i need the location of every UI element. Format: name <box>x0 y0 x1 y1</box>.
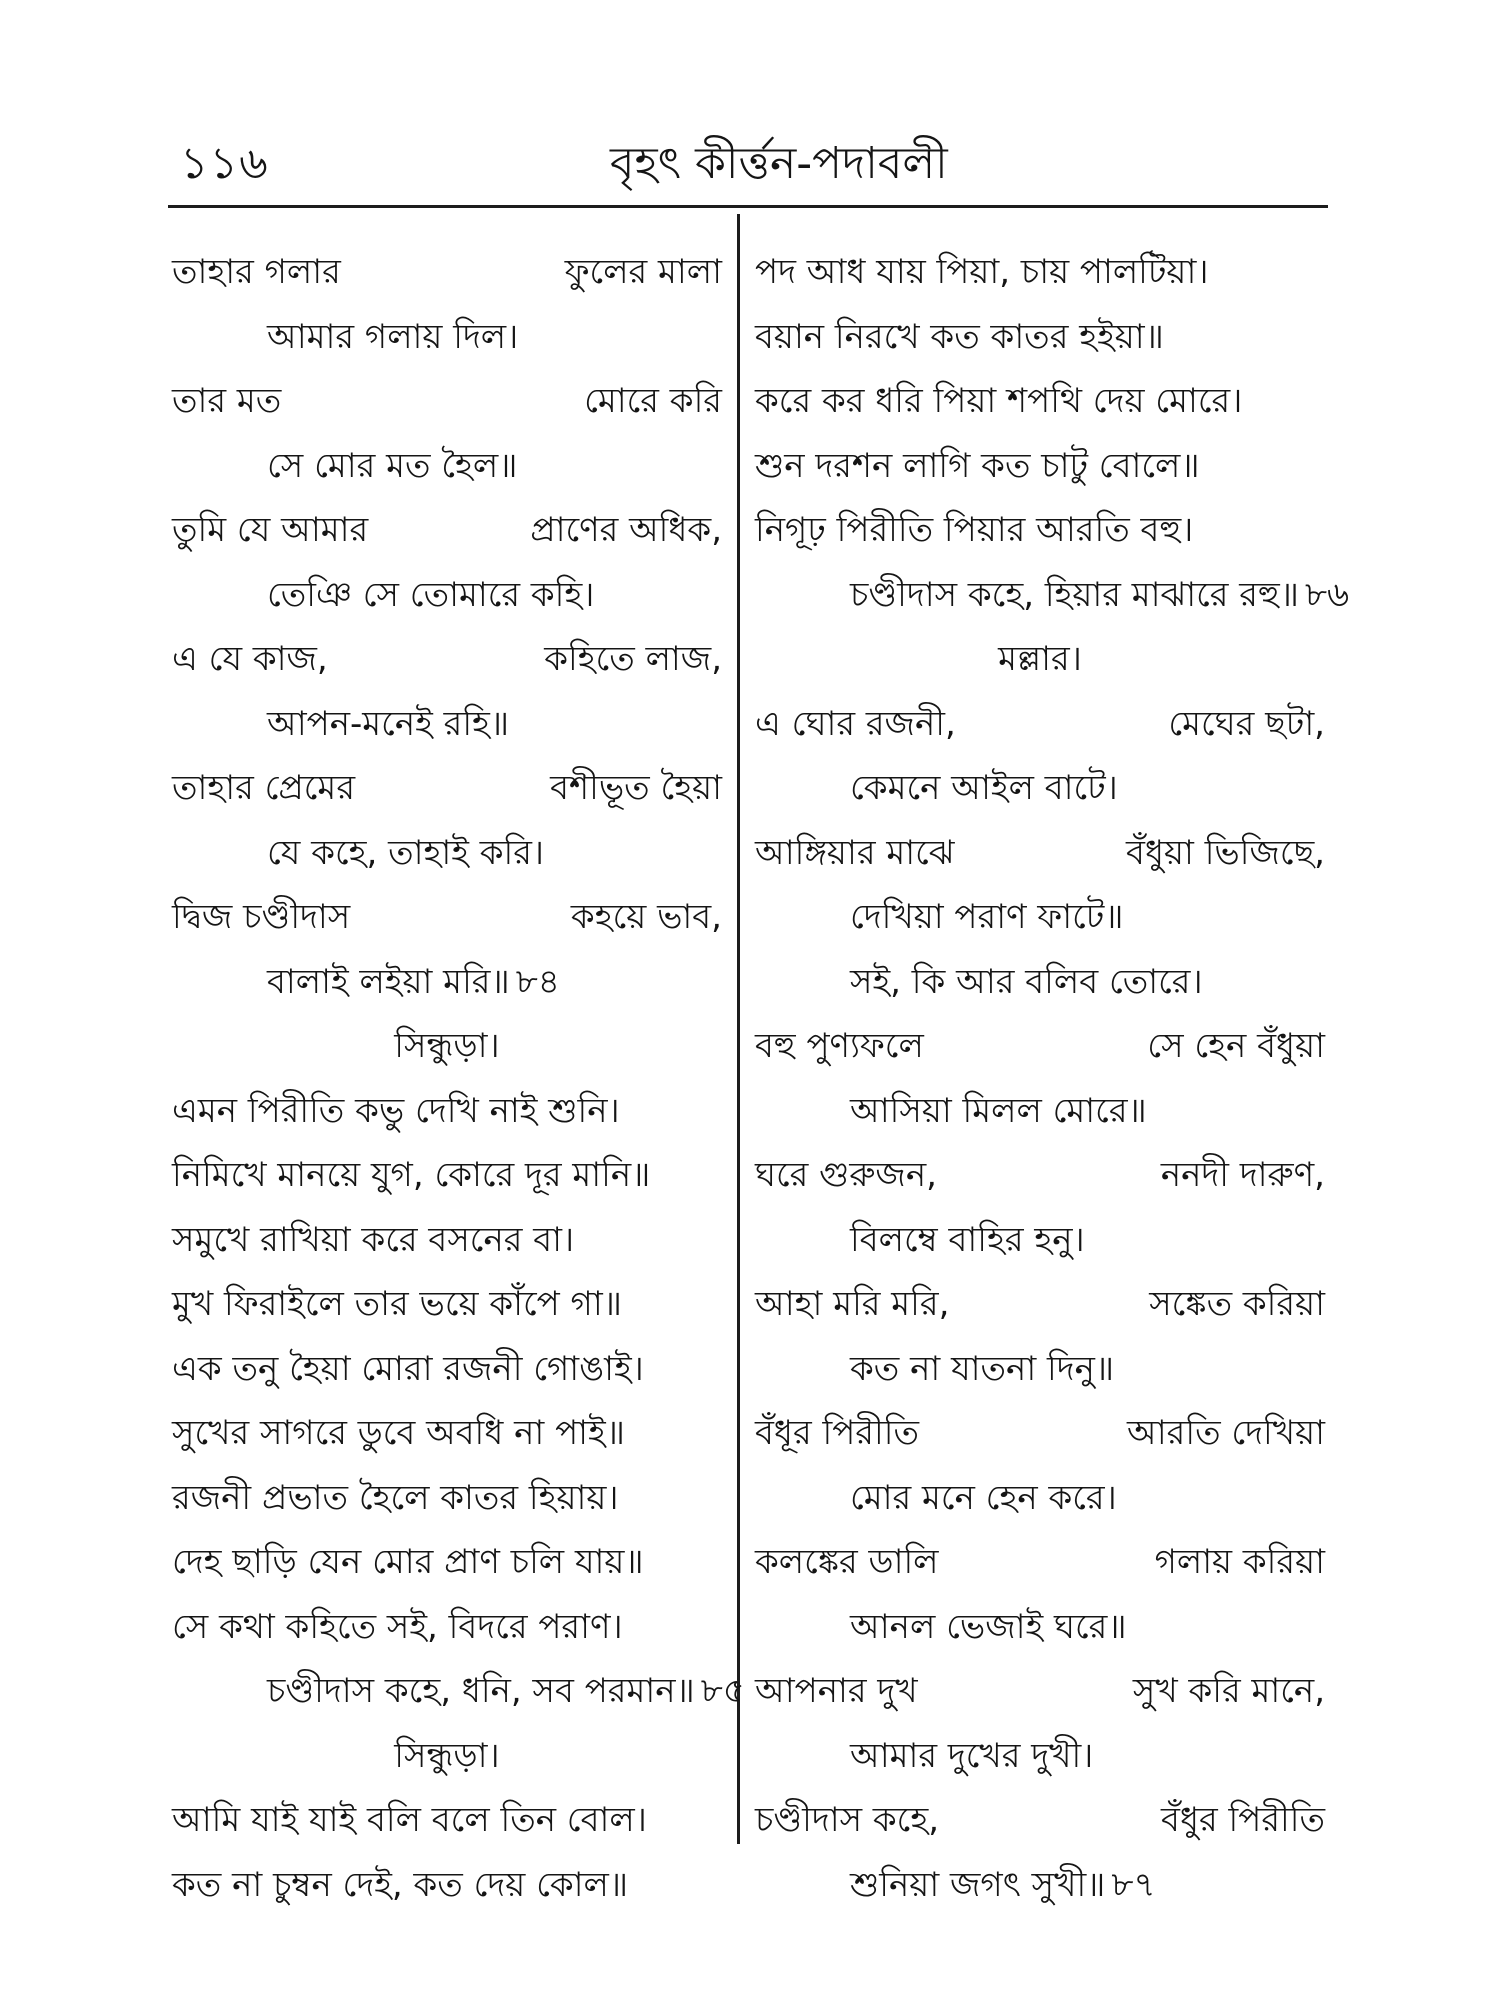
verse-text: চণ্ডীদাস কহে, হিয়ার মাঝারে রহু॥ <box>850 574 1299 615</box>
verse-number: ৮৬ <box>1304 574 1350 615</box>
verse-line-first-half: কলঙ্কের ডালি <box>755 1542 939 1582</box>
verse-text: শুন দরশন লাগি কত চাটু বোলে॥ <box>755 445 1200 486</box>
verse-line <box>172 563 722 628</box>
verse-line <box>172 498 722 563</box>
verse-line-first-half: তাহার গলার <box>172 252 341 292</box>
verse-line <box>172 1143 722 1208</box>
header-rule <box>168 205 1328 208</box>
verse-line-second-half: বশীভূত হৈয়া <box>550 768 722 808</box>
verse-line <box>172 1853 722 1918</box>
verse-text: শুনিয়া জগৎ সুখী॥ <box>850 1864 1106 1905</box>
verse-line <box>172 627 722 692</box>
verse-line <box>172 434 722 499</box>
verse-line <box>172 240 722 305</box>
verse-text: আপন-মনেই রহি॥ <box>267 703 510 744</box>
verse-line <box>172 1401 722 1466</box>
verse-line <box>755 498 1325 563</box>
verse-text: বিলম্বে বাহির হনু। <box>850 1219 1085 1260</box>
column-divider <box>737 214 740 1844</box>
verse-line-second-half: ফুলের মালা <box>564 252 722 292</box>
verse-line <box>755 1788 1325 1853</box>
verse-line-second-half: প্রাণের অধিক, <box>530 510 722 550</box>
verse-line <box>755 1724 1325 1789</box>
verse-line <box>755 240 1325 305</box>
verse-closing-line <box>755 1853 1325 1918</box>
verse-text: দেখিয়া পরাণ ফাটে॥ <box>850 897 1124 937</box>
verse-line-first-half: আহা মরি মরি, <box>755 1284 950 1324</box>
verse-closing-line <box>172 950 722 1015</box>
verse-text: সুখের সাগরে ডুবে অবধি না পাই॥ <box>172 1413 625 1453</box>
verse-line-first-half: ঘরে গুরুজন, <box>755 1155 937 1195</box>
verse-line-first-half: তুমি যে আমার <box>172 510 369 550</box>
verse-line <box>172 1337 722 1402</box>
verse-line <box>755 1272 1325 1337</box>
verse-line-second-half: সঙ্কেত করিয়া <box>1149 1284 1325 1324</box>
verse-line-first-half: এ যে কাজ, <box>172 639 328 679</box>
verse-text: আনল ভেজাই ঘরে॥ <box>850 1606 1127 1647</box>
verse-text: আমার গলায় দিল। <box>267 316 519 357</box>
raga-heading: সিন্ধুড়া। <box>394 1026 500 1066</box>
verse-text: বালাই লইয়া মরি॥ <box>267 961 510 1002</box>
verse-line-second-half: ননদী দারুণ, <box>1160 1155 1325 1195</box>
verse-line <box>755 885 1325 950</box>
raga-heading: সিন্ধুড়া। <box>394 1735 500 1776</box>
verse-line <box>755 1595 1325 1660</box>
verse-line <box>755 756 1325 821</box>
verse-text: চণ্ডীদাস কহে, ধনি, সব পরমান॥ <box>267 1671 695 1711</box>
verse-line <box>755 369 1325 434</box>
verse-number: ৮৫ <box>700 1671 745 1711</box>
verse-text: কেমনে আইল বাটে। <box>850 768 1118 808</box>
verse-line-second-half: মোরে করি <box>584 381 722 421</box>
verse-line <box>172 1530 722 1595</box>
verse-text: মুখ ফিরাইলে তার ভয়ে কাঁপে গা॥ <box>172 1284 622 1324</box>
raga-heading: মল্লার। <box>998 639 1082 679</box>
verse-text: সমুখে রাখিয়া করে বসনের বা। <box>172 1219 575 1260</box>
verse-line <box>755 305 1325 370</box>
verse-line-first-half: বঁধূর পিরীতি <box>755 1413 919 1453</box>
verse-line <box>172 885 722 950</box>
verse-line <box>755 1143 1325 1208</box>
verse-line <box>755 1466 1325 1531</box>
verse-line-second-half: বঁধুয়া ভিজিছে, <box>1126 832 1325 873</box>
verse-text: বয়ান নিরখে কত কাতর হইয়া॥ <box>755 316 1164 357</box>
verse-line-first-half: আঙ্গিয়ার মাঝে <box>755 832 955 873</box>
verse-text: সে মোর মত হৈল॥ <box>267 445 518 486</box>
verse-line-first-half: এ ঘোর রজনী, <box>755 703 956 744</box>
verse-text: করে কর ধরি পিয়া শপথি দেয় মোরে। <box>755 381 1243 421</box>
verse-line-second-half: মেঘের ছটা, <box>1168 703 1325 744</box>
page-number: ১১৬ <box>180 138 269 189</box>
verse-line <box>172 1272 722 1337</box>
verse-line <box>172 1595 722 1660</box>
verse-line <box>755 821 1325 886</box>
verse-line-second-half: সে হেন বঁধুয়া <box>1147 1026 1325 1066</box>
verse-text: আসিয়া মিলল মোরে॥ <box>850 1090 1147 1131</box>
verse-line <box>755 1079 1325 1144</box>
verse-line-second-half: বঁধুর পিরীতি <box>1161 1800 1325 1840</box>
verse-text: আমি যাই যাই বলি বলে তিন বোল। <box>172 1800 647 1840</box>
verse-line <box>755 1401 1325 1466</box>
verse-line <box>755 1208 1325 1273</box>
verse-line-first-half: চণ্ডীদাস কহে, <box>755 1800 940 1840</box>
verse-line <box>755 1530 1325 1595</box>
verse-text: সই, কি আর বলিব তোরে। <box>850 961 1203 1002</box>
verse-line <box>172 1208 722 1273</box>
verse-line-first-half: বহু পুণ্যফলে <box>755 1026 924 1066</box>
verse-line-second-half: কহয়ে ভাব, <box>570 897 722 937</box>
verse-text: রজনী প্রভাত হৈলে কাতর হিয়ায়। <box>172 1477 619 1518</box>
verse-line-second-half: গলায় করিয়া <box>1154 1542 1325 1582</box>
verse-text: দেহ ছাড়ি যেন মোর প্রাণ চলি যায়॥ <box>172 1542 644 1582</box>
verse-number: ৮৪ <box>515 961 560 1002</box>
verse-text: নিগূঢ় পিরীতি পিয়ার আরতি বহু। <box>755 510 1194 550</box>
verse-line-first-half: দ্বিজ চণ্ডীদাস <box>172 897 351 937</box>
verse-line-second-half: কহিতে লাজ, <box>544 639 722 679</box>
verse-line <box>755 1659 1325 1724</box>
verse-line <box>755 950 1325 1015</box>
verse-line <box>172 1788 722 1853</box>
verse-line-first-half: আপনার দুখ <box>755 1671 918 1711</box>
verse-line-second-half: আরতি দেখিয়া <box>1126 1413 1325 1453</box>
verse-text: নিমিখে মানয়ে যুগ, কোরে দূর মানি॥ <box>172 1155 651 1195</box>
verse-closing-line <box>172 1659 745 1724</box>
verse-line <box>172 1466 722 1531</box>
right-column <box>755 240 1350 1917</box>
verse-line <box>172 821 722 886</box>
verse-line-first-half: তাহার প্রেমের <box>172 768 356 808</box>
verse-closing-line <box>755 563 1350 628</box>
verse-line <box>172 369 722 434</box>
verse-text: কত না চুম্বন দেই, কত দেয় কোল॥ <box>172 1864 629 1905</box>
verse-text: এক তনু হৈয়া মোরা রজনী গোঙাই। <box>172 1348 644 1389</box>
verse-line <box>755 1337 1325 1402</box>
verse-line <box>755 434 1325 499</box>
verse-text: এমন পিরীতি কভু দেখি নাই শুনি। <box>172 1090 620 1131</box>
verse-text: পদ আধ যায় পিয়া, চায় পালটিয়া। <box>755 252 1209 292</box>
running-title: বৃহৎ কীর্ত্তন-পদাবলী <box>610 138 948 189</box>
verse-text: আমার দুখের দুখী। <box>850 1735 1094 1776</box>
verse-text: কত না যাতনা দিনু॥ <box>850 1348 1115 1389</box>
verse-line-second-half: সুখ করি মানে, <box>1132 1671 1325 1711</box>
verse-line <box>172 756 722 821</box>
verse-line <box>755 1014 1325 1079</box>
verse-line <box>172 1079 722 1144</box>
verse-text: সে কথা কহিতে সই, বিদরে পরাণ। <box>172 1606 623 1647</box>
left-column <box>172 240 745 1917</box>
verse-line <box>172 692 722 757</box>
verse-line-first-half: তার মত <box>172 381 282 421</box>
verse-number: ৮৭ <box>1111 1864 1156 1905</box>
verse-text: যে কহে, তাহাই করি। <box>267 832 545 873</box>
verse-line <box>172 305 722 370</box>
verse-line <box>755 692 1325 757</box>
verse-text: মোর মনে হেন করে। <box>850 1477 1117 1518</box>
verse-text: তেঞি সে তোমারে কহি। <box>267 574 595 615</box>
